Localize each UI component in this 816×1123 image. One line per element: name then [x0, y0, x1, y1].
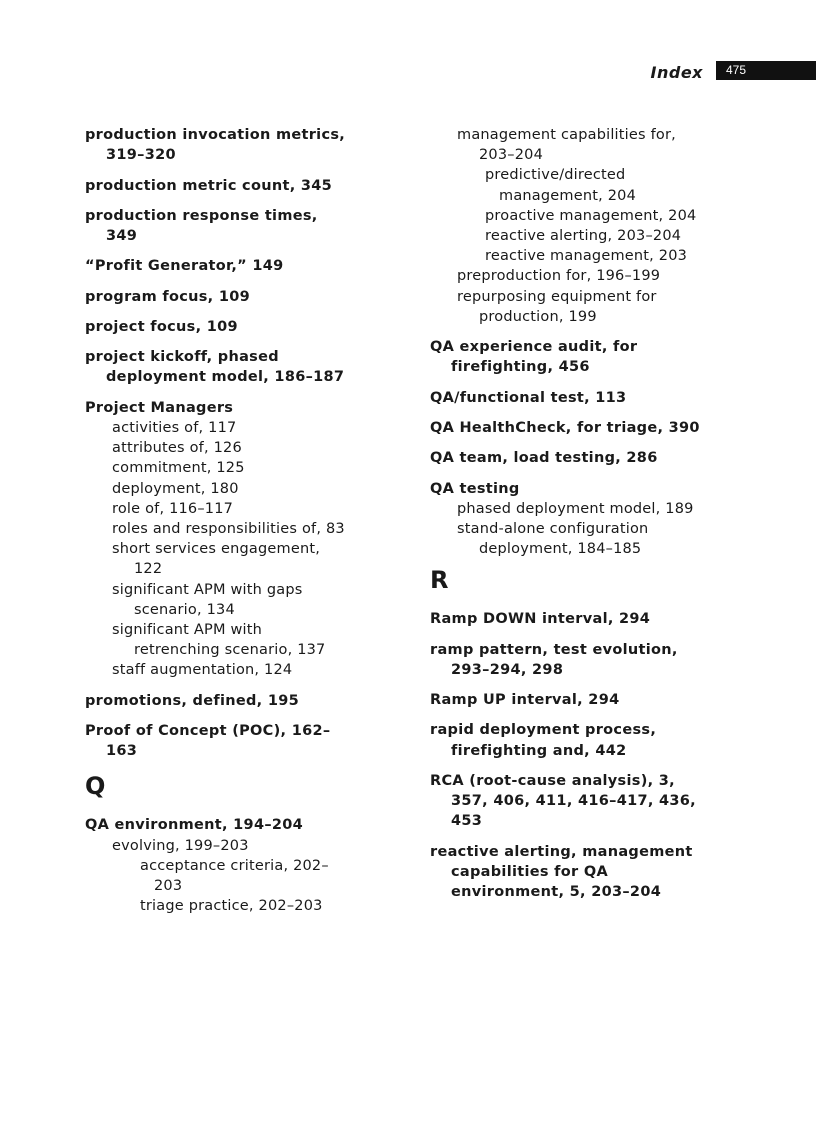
- index-entry: project kickoff, phased deployment model, 186–187: [85, 349, 345, 386]
- index-entry: RCA (root-cause analysis), 3, 357, 406, 411, 416–417, 436, 453: [430, 772, 696, 830]
- index-subentry: attributes of, 126: [112, 440, 242, 457]
- index-entry: production metric count, 345: [85, 177, 333, 194]
- index-subsubentry: reactive management, 203: [485, 248, 688, 265]
- index-entry: “Profit Generator,” 149: [85, 258, 284, 275]
- index-entry: ramp pattern, test evolution, 293–294, 298: [430, 641, 678, 678]
- index-entry: program focus, 109: [85, 288, 251, 305]
- index-heading-qa-testing: QA testing: [430, 480, 520, 497]
- index-subentry: short services engagement, 122: [112, 541, 321, 578]
- page-number: 475: [726, 63, 747, 77]
- index-subentry: activities of, 117: [112, 419, 237, 436]
- index-subsubentry: proactive management, 204: [485, 207, 697, 224]
- index-entry: production response times, 349: [85, 207, 318, 244]
- index-subentry: management capabilities for, 203–204: [457, 127, 676, 164]
- index-subentry: evolving, 199–203: [112, 837, 249, 854]
- index-heading-qa-environment: QA environment, 194–204: [85, 817, 304, 834]
- index-entry: production invocation metrics, 319–320: [85, 127, 346, 164]
- index-subsubentry: reactive alerting, 203–204: [485, 228, 682, 245]
- index-entry: QA experience audit, for firefighting, 456: [430, 339, 638, 376]
- index-subentry: phased deployment model, 189: [457, 500, 694, 517]
- section-letter-q: Q: [85, 772, 106, 801]
- index-subentry: significant APM with retrenching scenario, 137: [112, 621, 326, 659]
- index-subentry: significant APM with gaps scenario, 134: [112, 581, 303, 618]
- index-entry: Proof of Concept (POC), 162–163: [85, 722, 331, 760]
- index-entry: Ramp UP interval, 294: [430, 692, 620, 709]
- index-subsubentry: acceptance criteria, 202–203: [140, 857, 329, 895]
- index-subentry: preproduction for, 196–199: [457, 268, 661, 285]
- index-entry: project focus, 109: [85, 318, 238, 335]
- index-heading-project-managers: Project Managers: [85, 399, 234, 416]
- index-subentry: commitment, 125: [112, 460, 245, 477]
- index-entry: promotions, defined, 195: [85, 692, 299, 709]
- index-column-right: [430, 125, 710, 912]
- index-subsubentry: predictive/directed management, 204: [485, 167, 637, 204]
- index-entry: QA team, load testing, 286: [430, 450, 658, 467]
- index-entry: rapid deployment process, firefighting and, 442: [430, 722, 657, 759]
- index-subentry: roles and responsibilities of, 83: [112, 520, 345, 537]
- index-entry: Ramp DOWN interval, 294: [430, 611, 651, 628]
- index-subentry: deployment, 180: [112, 480, 239, 497]
- section-letter-r: R: [430, 566, 449, 595]
- index-entry: QA/functional test, 113: [430, 389, 627, 406]
- running-header-title: Index: [650, 63, 703, 82]
- index-subentry: staff augmentation, 124: [112, 662, 293, 679]
- index-subsubentry: triage practice, 202–203: [140, 898, 323, 915]
- index-subentry: role of, 116–117: [112, 500, 234, 517]
- index-entry: reactive alerting, management capabilities for QA environment, 5, 203–204: [430, 843, 693, 901]
- index-subentry: repurposing equipment for production, 199: [457, 288, 657, 325]
- index-column-left: [85, 125, 350, 916]
- index-subentry: stand-alone configuration deployment, 184–185: [457, 520, 649, 558]
- index-entry: QA HealthCheck, for triage, 390: [430, 419, 700, 436]
- page-number-box: [716, 61, 816, 80]
